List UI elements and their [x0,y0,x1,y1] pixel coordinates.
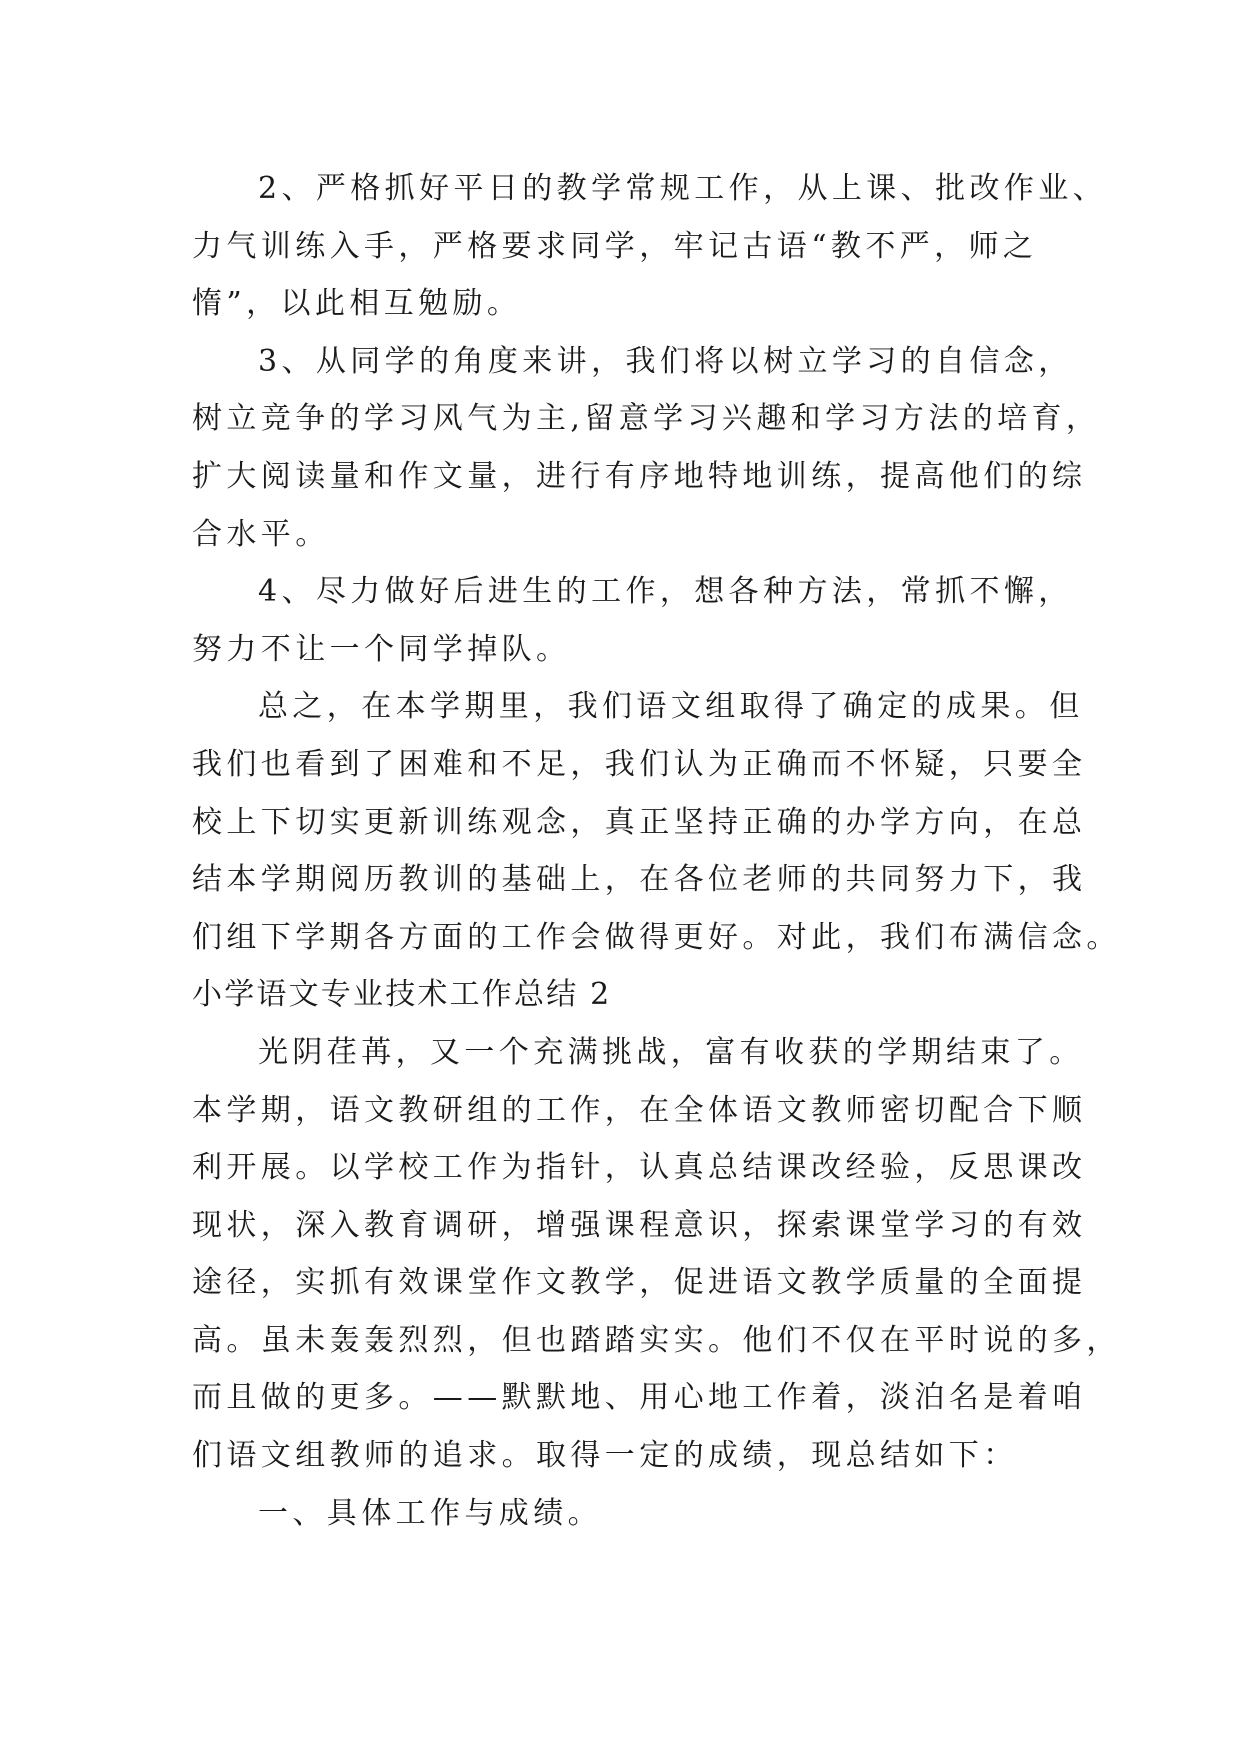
text-line: 努力不让一个同学掉队。 [192,631,571,667]
text-line: 3、从同学的角度来讲，我们将以树立学习的自信念， [258,343,1073,379]
text-line: 树立竞争的学习风气为主,留意学习兴趣和学习方法的培育， [192,401,1101,437]
text-line: 高。虽未轰轰烈烈，但也踏踏实实。他们不仅在平时说的多， [192,1322,1121,1358]
text-line: 而且做的更多。——默默地、用心地工作着，淡泊名是着咱 [192,1380,1087,1416]
text-line: 2、严格抓好平日的教学常规工作，从上课、批改作业、 [258,171,1108,206]
text-line: 扩大阅读量和作文量，进行有序地特地训练，提高他们的综 [192,458,1087,494]
text-line: 们语文组教师的追求。取得一定的成绩，现总结如下： [192,1438,1018,1474]
document-body [192,160,1121,1542]
text-line: 途径，实抓有效课堂作文教学，促进语文教学质量的全面提 [192,1265,1087,1301]
text-line: 们组下学期各方面的工作会做得更好。对此，我们布满信念。 [192,919,1121,955]
text-line: 结本学期阅历教训的基础上，在各位老师的共同努力下，我 [192,862,1087,898]
text-line: 利开展。以学校工作为指针，认真总结课改经验，反思课改 [192,1150,1087,1186]
text-line: 4、尽力做好后进生的工作，想各种方法，常抓不懈， [258,574,1073,610]
text-line: 我们也看到了困难和不足，我们认为正确而不怀疑，只要全 [192,746,1087,782]
text-line: 一、具体工作与成绩。 [258,1495,602,1531]
text-line: 惰”，以此相互勉励。 [192,286,522,322]
text-line: 总之，在本学期里，我们语文组取得了确定的成果。但 [258,689,1084,725]
text-line: 光阴荏苒，又一个充满挑战，富有收获的学期结束了。 [258,1034,1084,1070]
text-line: 现状，深入教育调研，增强课程意识，探索课堂学习的有效 [192,1207,1087,1243]
text-line: 合水平。 [192,516,330,552]
section-heading: 小学语文专业技术工作总结 2 [192,977,612,1013]
text-line: 本学期，语文教研组的工作，在全体语文教师密切配合下顺 [192,1092,1087,1128]
text-line: 力气训练入手，严格要求同学，牢记古语“教不严，师之 [192,228,1038,264]
text-line: 校上下切实更新训练观念，真正坚持正确的办学方向，在总 [192,804,1087,840]
